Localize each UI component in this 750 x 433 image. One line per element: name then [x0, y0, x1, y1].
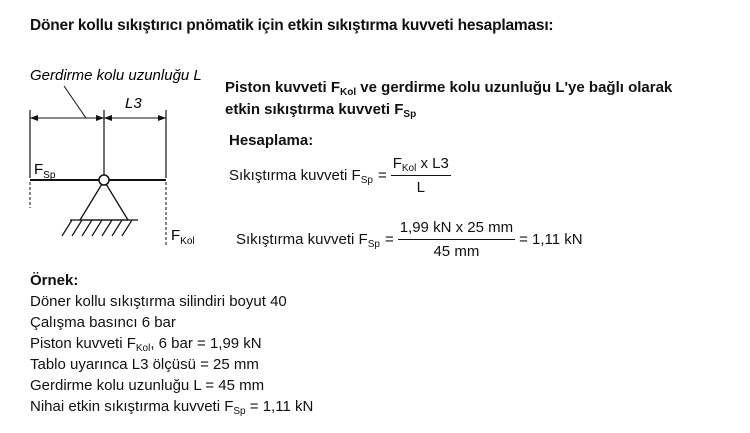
lever-length-label: Gerdirme kolu uzunluğu L [30, 67, 202, 84]
example-line: Gerdirme kolu uzunluğu L = 45 mm [30, 377, 265, 394]
arrow-right-icon [158, 115, 166, 121]
fkol-label: $F_{Kol}$ [171, 227, 195, 247]
arrow-right-icon [96, 115, 104, 121]
intro-text [225, 77, 725, 121]
intro-line-2: etkin sıkıştırma kuvveti $F_{Sp}$ [225, 101, 417, 120]
fraction-denominator: 45 mm [433, 243, 480, 260]
support-triangle [80, 184, 128, 220]
lever-diagram [18, 60, 218, 250]
equals-sign: = [377, 167, 387, 184]
fraction-denominator: L [416, 179, 425, 196]
example-line: Tablo uyarınca L3 ölçüsü = 25 mm [30, 356, 259, 373]
example-heading: Örnek: [30, 272, 79, 289]
formula-general [229, 155, 455, 196]
example-line: Döner kollu sıkıştırma silindiri boyut 40 [30, 293, 287, 310]
formula-lhs: Sıkıştırma kuvveti $F_{Sp}$ [236, 231, 380, 250]
ground-hatch [62, 220, 132, 236]
arrow-left-icon [104, 115, 112, 121]
formula-fraction [398, 219, 515, 260]
leader-line [64, 86, 86, 118]
pivot-icon [99, 175, 109, 185]
calculation-heading: Hesaplama: [229, 132, 314, 149]
fraction-numerator: $F_{Kol}$ x L3 [392, 155, 449, 174]
l3-label: L3 [125, 95, 142, 112]
page-title: Döner kollu sıkıştırıcı pnömatik için etkin sıkıştırma kuvveti hesaplaması: [30, 17, 554, 34]
intro-line-1: Piston kuvveti $F_{Kol}$ ve gerdirme kolu uzunluğu L'ye bağlı olarak [225, 79, 673, 98]
arrow-left-icon [30, 115, 38, 121]
example-line: Nihai etkin sıkıştırma kuvveti $F_{Sp} = 1,11$ kN [30, 398, 314, 417]
fraction-numerator: 1,99 kN x 25 mm [398, 219, 515, 240]
formula-lhs: Sıkıştırma kuvveti $F_{Sp}$ [229, 167, 373, 186]
example-line: Piston kuvveti $F_{Kol}$, 6 bar = 1,99 kN [30, 335, 262, 354]
formula-result: = 1,11 kN [519, 231, 583, 248]
formula-fraction [391, 155, 451, 196]
example-block [30, 270, 313, 417]
formula-example [236, 219, 583, 260]
example-line: Çalışma basıncı 6 bar [30, 314, 176, 331]
fsp-label: $F_{Sp}$ [34, 161, 56, 181]
equals-sign: = [384, 231, 394, 248]
